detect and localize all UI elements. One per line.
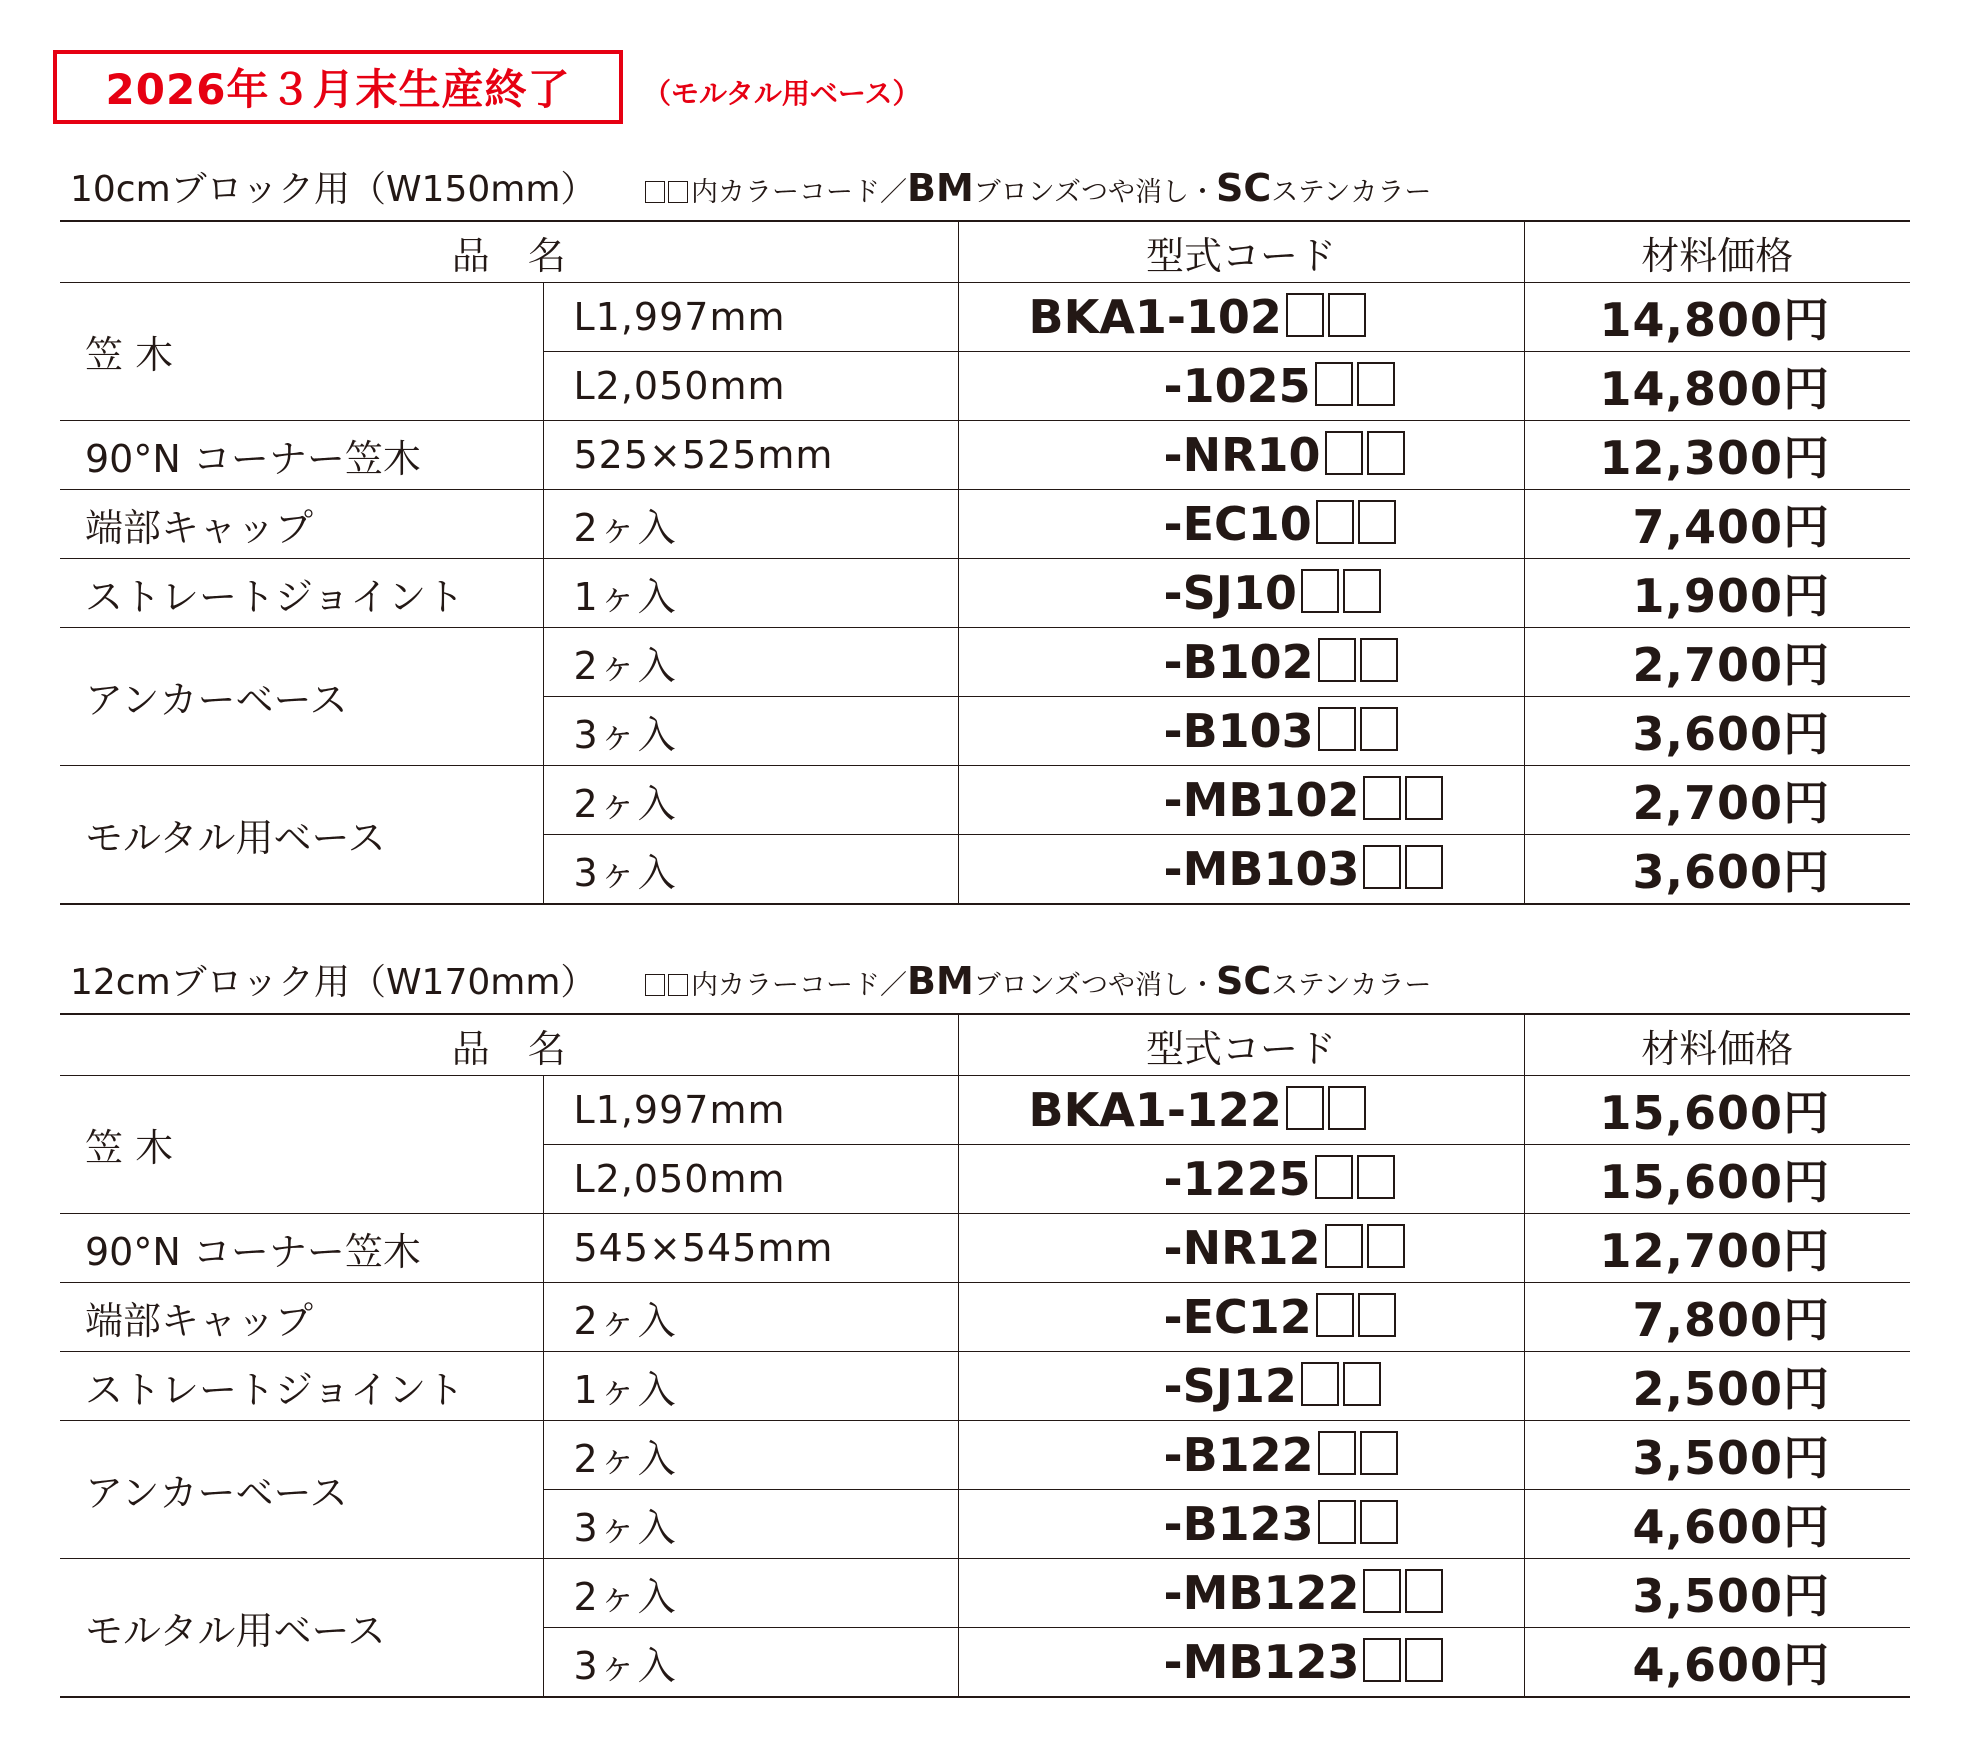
product-name: 90°N コーナー笠木 <box>60 1214 543 1283</box>
color-code-note <box>645 166 1431 210</box>
table-row <box>60 1214 1910 1283</box>
color-box-icon <box>1357 362 1395 406</box>
price-table <box>60 220 1910 905</box>
product-name: ストレートジョイント <box>60 1352 543 1421</box>
table-row <box>60 1352 1910 1421</box>
color-box-icon <box>1286 293 1324 337</box>
color-box-icon <box>1405 1638 1443 1682</box>
note-bm-text: ブロンズつや消し・ <box>973 970 1216 1001</box>
model-code: -EC12 <box>958 1283 1524 1352</box>
notice-title: 2026年３月末生産終了 <box>105 65 571 114</box>
note-prefix: 内カラーコード／ <box>691 970 907 1001</box>
spec: 2ヶ入 <box>543 1559 958 1628</box>
price: 2,700円 <box>1524 628 1910 697</box>
color-box-icon <box>1358 1293 1396 1337</box>
spec: 525×525mm <box>543 421 958 490</box>
spec: L2,050mm <box>543 352 958 421</box>
notice-subtitle: （モルタル用ベース） <box>643 77 921 110</box>
color-box-icon <box>1318 1500 1356 1544</box>
product-name: モルタル用ベース <box>60 1559 543 1698</box>
spec: 2ヶ入 <box>543 490 958 559</box>
color-box-icon <box>668 181 688 203</box>
spec: 1ヶ入 <box>543 1352 958 1421</box>
color-box-icon <box>668 974 688 996</box>
price: 7,800円 <box>1524 1283 1910 1352</box>
color-box-icon <box>1318 707 1356 751</box>
color-box-icon <box>1363 1638 1401 1682</box>
color-box-icon <box>1358 500 1396 544</box>
color-box-icon <box>1360 638 1398 682</box>
spec: L1,997mm <box>543 283 958 352</box>
price: 3,500円 <box>1524 1559 1910 1628</box>
table-row <box>60 559 1910 628</box>
color-code-note <box>645 959 1431 1003</box>
table-row <box>60 1559 1910 1628</box>
table-row <box>60 628 1910 697</box>
price: 14,800円 <box>1524 283 1910 352</box>
table-row <box>60 283 1910 352</box>
price: 2,700円 <box>1524 766 1910 835</box>
color-box-icon <box>1315 1155 1353 1199</box>
color-box-icon <box>1367 431 1405 475</box>
section-10cm <box>60 160 1910 905</box>
table-header-row <box>60 1014 1910 1076</box>
model-code: -B123 <box>958 1490 1524 1559</box>
product-name: アンカーベース <box>60 1421 543 1559</box>
price: 3,600円 <box>1524 697 1910 766</box>
table-row <box>60 1283 1910 1352</box>
table-header-row <box>60 221 1910 283</box>
table-row <box>60 421 1910 490</box>
product-name: 笠 木 <box>60 1076 543 1214</box>
color-box-icon <box>1315 362 1353 406</box>
model-code: -B103 <box>958 697 1524 766</box>
color-box-icon <box>1318 638 1356 682</box>
color-box-icon <box>1328 1086 1366 1130</box>
color-box-icon <box>1328 293 1366 337</box>
spec: 3ヶ入 <box>543 1628 958 1698</box>
spec: 3ヶ入 <box>543 835 958 905</box>
price-table <box>60 1013 1910 1698</box>
color-box-icon <box>1286 1086 1324 1130</box>
model-code: -NR12 <box>958 1214 1524 1283</box>
color-box-icon <box>1363 845 1401 889</box>
model-code: -MB102 <box>958 766 1524 835</box>
price: 15,600円 <box>1524 1076 1910 1145</box>
color-box-icon <box>645 974 665 996</box>
note-sc: SC <box>1215 959 1272 1003</box>
model-code: -SJ10 <box>958 559 1524 628</box>
header-code: 型式コード <box>958 221 1524 283</box>
note-bm: BM <box>907 959 974 1003</box>
model-code: -NR10 <box>958 421 1524 490</box>
price: 1,900円 <box>1524 559 1910 628</box>
spec: 2ヶ入 <box>543 766 958 835</box>
model-code: -MB103 <box>958 835 1524 905</box>
color-box-icon <box>1405 1569 1443 1613</box>
note-sc: SC <box>1215 166 1272 210</box>
color-box-icon <box>1325 431 1363 475</box>
product-name: ストレートジョイント <box>60 559 543 628</box>
color-box-icon <box>1360 1500 1398 1544</box>
price: 7,400円 <box>1524 490 1910 559</box>
product-name: モルタル用ベース <box>60 766 543 905</box>
product-name: 端部キャップ <box>60 1283 543 1352</box>
price: 4,600円 <box>1524 1490 1910 1559</box>
color-box-icon <box>1318 1431 1356 1475</box>
spec: 2ヶ入 <box>543 1283 958 1352</box>
color-box-icon <box>1405 845 1443 889</box>
note-bm: BM <box>907 166 974 210</box>
note-sc-text: ステンカラー <box>1271 177 1432 208</box>
color-box-icon <box>645 181 665 203</box>
color-box-icon <box>1357 1155 1395 1199</box>
color-box-icon <box>1343 569 1381 613</box>
price: 12,700円 <box>1524 1214 1910 1283</box>
model-code: BKA1-122 <box>958 1076 1524 1145</box>
product-name: 端部キャップ <box>60 490 543 559</box>
spec: 3ヶ入 <box>543 1490 958 1559</box>
price: 4,600円 <box>1524 1628 1910 1698</box>
color-box-icon <box>1367 1224 1405 1268</box>
color-box-icon <box>1405 776 1443 820</box>
header-name: 品 名 <box>60 221 958 283</box>
color-box-icon <box>1343 1362 1381 1406</box>
note-prefix: 内カラーコード／ <box>691 177 907 208</box>
color-box-icon <box>1301 569 1339 613</box>
product-name: アンカーベース <box>60 628 543 766</box>
spec: L2,050mm <box>543 1145 958 1214</box>
note-sc-text: ステンカラー <box>1271 970 1432 1001</box>
price: 2,500円 <box>1524 1352 1910 1421</box>
spec: 2ヶ入 <box>543 1421 958 1490</box>
model-code: -1025 <box>958 352 1524 421</box>
price: 14,800円 <box>1524 352 1910 421</box>
production-end-notice <box>53 50 623 124</box>
model-code: -EC10 <box>958 490 1524 559</box>
header-code: 型式コード <box>958 1014 1524 1076</box>
price: 3,600円 <box>1524 835 1910 905</box>
spec: 1ヶ入 <box>543 559 958 628</box>
spec: 545×545mm <box>543 1214 958 1283</box>
table-row <box>60 1421 1910 1490</box>
price: 15,600円 <box>1524 1145 1910 1214</box>
color-box-icon <box>1363 776 1401 820</box>
header-price: 材料価格 <box>1524 221 1910 283</box>
spec: L1,997mm <box>543 1076 958 1145</box>
model-code: -B122 <box>958 1421 1524 1490</box>
table-row <box>60 1076 1910 1145</box>
color-box-icon <box>1316 1293 1354 1337</box>
color-box-icon <box>1301 1362 1339 1406</box>
spec: 2ヶ入 <box>543 628 958 697</box>
color-box-icon <box>1360 707 1398 751</box>
section-header <box>60 953 1910 1013</box>
model-code: -SJ12 <box>958 1352 1524 1421</box>
spec: 3ヶ入 <box>543 697 958 766</box>
color-box-icon <box>1325 1224 1363 1268</box>
model-code: -1225 <box>958 1145 1524 1214</box>
header-name: 品 名 <box>60 1014 958 1076</box>
table-row <box>60 490 1910 559</box>
section-title: 10cmブロック用（W150mm） <box>70 169 597 210</box>
color-box-icon <box>1363 1569 1401 1613</box>
model-code: BKA1-102 <box>958 283 1524 352</box>
model-code: -MB123 <box>958 1628 1524 1698</box>
model-code: -B102 <box>958 628 1524 697</box>
price: 3,500円 <box>1524 1421 1910 1490</box>
color-box-icon <box>1360 1431 1398 1475</box>
product-name: 笠 木 <box>60 283 543 421</box>
section-12cm <box>60 953 1910 1698</box>
header-price: 材料価格 <box>1524 1014 1910 1076</box>
note-bm-text: ブロンズつや消し・ <box>973 177 1216 208</box>
section-header <box>60 160 1910 220</box>
product-name: 90°N コーナー笠木 <box>60 421 543 490</box>
table-row <box>60 766 1910 835</box>
color-box-icon <box>1316 500 1354 544</box>
price: 12,300円 <box>1524 421 1910 490</box>
model-code: -MB122 <box>958 1559 1524 1628</box>
section-title: 12cmブロック用（W170mm） <box>70 962 597 1003</box>
